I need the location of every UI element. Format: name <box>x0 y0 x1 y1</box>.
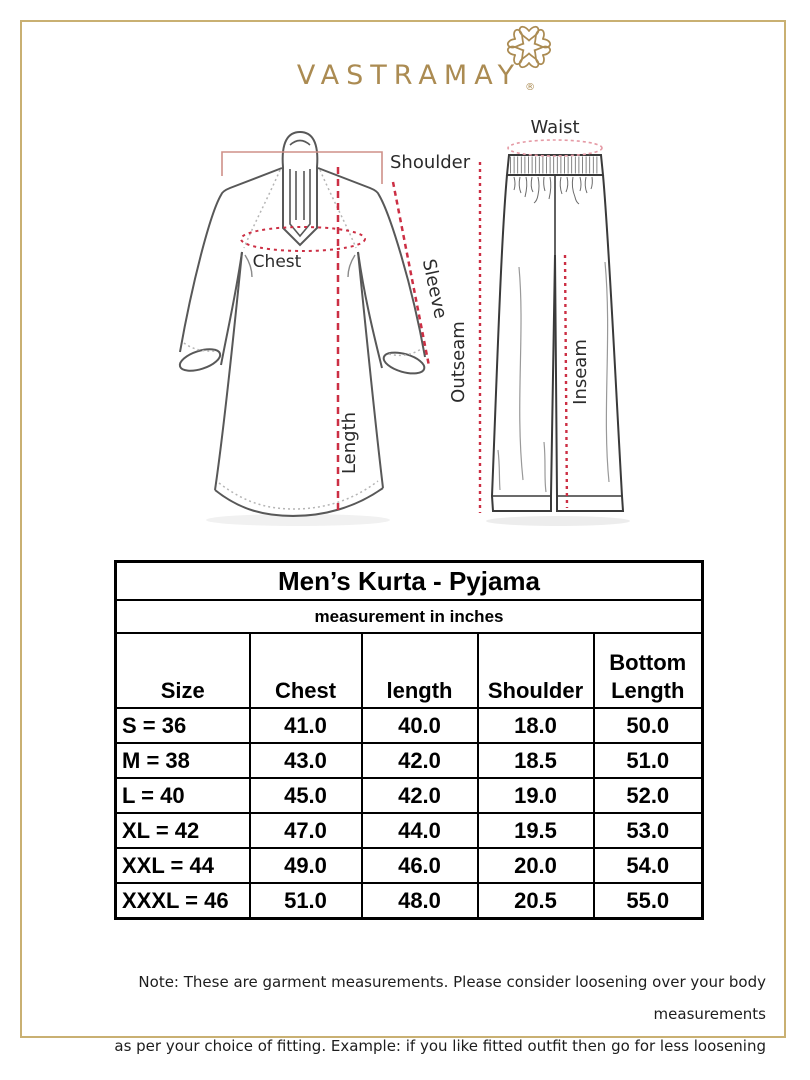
length-cell: 44.0 <box>362 813 478 848</box>
column-header-chest: Chest <box>250 633 362 708</box>
registered-trademark: ® <box>525 82 536 93</box>
table-body <box>116 708 703 919</box>
length-cell: 42.0 <box>362 743 478 778</box>
size-chart-table <box>114 560 704 920</box>
table-subtitle-row <box>116 600 703 633</box>
kurta-right-sleeve-inner <box>358 252 382 368</box>
bottom-length-cell: 53.0 <box>594 813 703 848</box>
chest-label: Chest <box>252 252 302 272</box>
length-cell: 46.0 <box>362 848 478 883</box>
inseam-measure-line <box>565 255 567 508</box>
size-cell: M = 38 <box>116 743 250 778</box>
chest-cell: 49.0 <box>250 848 362 883</box>
table-row <box>116 778 703 813</box>
chest-cell: 45.0 <box>250 778 362 813</box>
brand-header <box>0 60 810 91</box>
bottom-length-cell: 54.0 <box>594 848 703 883</box>
bottom-length-cell: 52.0 <box>594 778 703 813</box>
kurta-left-seam-stitch <box>244 170 280 248</box>
table-header-row <box>116 633 703 708</box>
shoulder-cell: 18.5 <box>478 743 594 778</box>
length-cell: 40.0 <box>362 708 478 743</box>
shoulder-cell: 18.0 <box>478 708 594 743</box>
size-cell: XXL = 44 <box>116 848 250 883</box>
shoulder-label: Shoulder <box>390 152 471 173</box>
brand-logo <box>296 60 536 93</box>
bottom-length-cell: 55.0 <box>594 883 703 919</box>
column-header-size: Size <box>116 633 250 708</box>
length-cell: 48.0 <box>362 883 478 919</box>
kurta-left-cuff <box>177 345 223 375</box>
table-title: Men’s Kurta - Pyjama <box>116 562 703 601</box>
waist-measure-ellipse <box>508 140 602 156</box>
note-line-2: as per your choice of fitting. Example: if you like fitted outfit then go for less loosening <box>114 1037 766 1055</box>
outseam-label: Outseam <box>448 321 469 403</box>
length-cell: 42.0 <box>362 778 478 813</box>
shoulder-cell: 19.5 <box>478 813 594 848</box>
inseam-label: Inseam <box>570 339 591 405</box>
length-label: Length <box>339 411 360 475</box>
kurta-left-armpit-fold <box>245 255 252 277</box>
pyjama-gathering <box>514 177 592 204</box>
bottom-length-cell: 51.0 <box>594 743 703 778</box>
pyjama-shadow <box>486 516 630 526</box>
table-row <box>116 848 703 883</box>
brand-name: VASTRAMAY <box>296 60 522 91</box>
size-cell: XL = 42 <box>116 813 250 848</box>
kurta-right-side <box>358 252 383 488</box>
column-header-bottom-length: Bottom Length <box>594 633 703 708</box>
size-cell: XXXL = 46 <box>116 883 250 919</box>
table-row <box>116 883 703 919</box>
measurement-note <box>36 966 766 1062</box>
kurta-hem <box>215 488 383 516</box>
bottom-length-cell: 50.0 <box>594 708 703 743</box>
table-row <box>116 708 703 743</box>
chest-cell: 47.0 <box>250 813 362 848</box>
table-subtitle: measurement in inches <box>116 600 703 633</box>
pyjama-drawing <box>448 117 623 513</box>
size-cell: L = 40 <box>116 778 250 813</box>
column-header-length: length <box>362 633 478 708</box>
sleeve-label: Sleeve <box>417 257 451 321</box>
chest-cell: 43.0 <box>250 743 362 778</box>
note-line-1: Note: These are garment measurements. Please consider loosening over your body measurements <box>138 973 766 1023</box>
garment-measurement-diagram <box>20 112 790 557</box>
waist-label: Waist <box>530 117 580 138</box>
kurta-right-armpit-fold <box>348 255 355 277</box>
table-title-row <box>116 562 703 601</box>
flower-ornament-icon <box>505 23 553 71</box>
chest-cell: 51.0 <box>250 883 362 919</box>
kurta-drawing <box>177 132 471 516</box>
chest-cell: 41.0 <box>250 708 362 743</box>
shoulder-cell: 20.0 <box>478 848 594 883</box>
kurta-right-cuff <box>381 349 426 378</box>
shoulder-cell: 19.0 <box>478 778 594 813</box>
pyjama-left-leg <box>492 175 555 511</box>
column-header-shoulder: Shoulder <box>478 633 594 708</box>
shoulder-cell: 20.5 <box>478 883 594 919</box>
kurta-left-side <box>215 252 242 490</box>
size-cell: S = 36 <box>116 708 250 743</box>
table-row <box>116 743 703 778</box>
table-row <box>116 813 703 848</box>
